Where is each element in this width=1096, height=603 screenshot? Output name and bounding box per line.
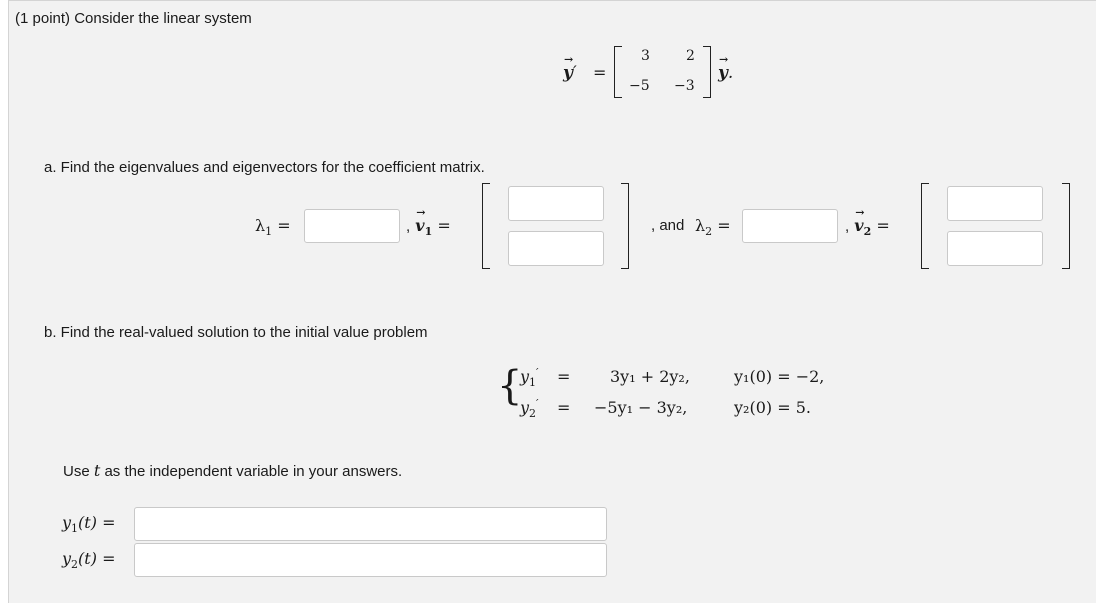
ivp-row1-rhs: 3y₁ + 2y₂, bbox=[610, 367, 690, 386]
ivp-row2-lhs: $y_2'$ bbox=[520, 397, 539, 420]
v1-left-bracket bbox=[482, 183, 490, 269]
matrix-right-bracket bbox=[703, 46, 711, 98]
v1-right-bracket bbox=[621, 183, 629, 269]
y2-answer-input[interactable] bbox=[134, 543, 607, 577]
ivp-row2-rhs: −5y₁ − 3y₂, bbox=[594, 398, 688, 417]
v1-label: , → $v_1$ = bbox=[406, 216, 451, 235]
variable-t: t bbox=[93, 461, 101, 480]
lambda1-input[interactable] bbox=[304, 209, 400, 243]
y2-label: $y_2(t)$ = bbox=[62, 549, 116, 571]
system-rhs: → y. bbox=[718, 63, 733, 83]
matrix-left-bracket bbox=[614, 46, 622, 98]
ivp-row2-eq: = bbox=[557, 398, 571, 417]
matrix-cell: 2 bbox=[686, 48, 695, 64]
matrix-cell: −5 bbox=[629, 78, 650, 94]
v2-entry1-input[interactable] bbox=[947, 186, 1043, 221]
matrix-cell: −3 bbox=[674, 78, 695, 94]
intro-text: Consider the linear system bbox=[74, 10, 252, 27]
ivp-row2-ic: y₂(0) = 5. bbox=[734, 398, 811, 417]
ivp-row1-eq: = bbox=[557, 367, 571, 386]
part-b-text: b. Find the real-valued solution to the initial value problem bbox=[44, 324, 428, 341]
part-a-text: a. Find the eigenvalues and eigenvectors for the coefficient matrix. bbox=[44, 159, 485, 176]
y1-label: $y_1(t)$ = bbox=[62, 513, 116, 535]
v2-entry2-input[interactable] bbox=[947, 231, 1043, 266]
v1-entry2-input[interactable] bbox=[508, 231, 604, 266]
v2-left-bracket bbox=[921, 183, 929, 269]
ivp-row1-lhs: $y_1'$ bbox=[520, 366, 539, 389]
v1-entry1-input[interactable] bbox=[508, 186, 604, 221]
and-text: , and bbox=[651, 217, 685, 234]
ivp-row1-ic: y₁(0) = −2, bbox=[734, 367, 825, 386]
system-brace: { bbox=[497, 363, 523, 409]
y1-answer-input[interactable] bbox=[134, 507, 607, 541]
v2-label: , → $v_2$ = bbox=[845, 216, 890, 235]
lambda2-input[interactable] bbox=[742, 209, 838, 243]
system-lhs: → y′ bbox=[563, 63, 577, 83]
instruction-text: Use t as the independent variable in your answers. bbox=[63, 461, 403, 480]
point-value: (1 point) bbox=[15, 10, 71, 27]
matrix-cell: 3 bbox=[641, 48, 650, 64]
problem-intro bbox=[15, 10, 252, 27]
lambda2-label: $\lambda_2$ = bbox=[695, 216, 731, 238]
v2-right-bracket bbox=[1062, 183, 1070, 269]
lambda1-label: $\lambda_1$ = bbox=[255, 216, 291, 238]
system-eq: = bbox=[593, 63, 607, 82]
